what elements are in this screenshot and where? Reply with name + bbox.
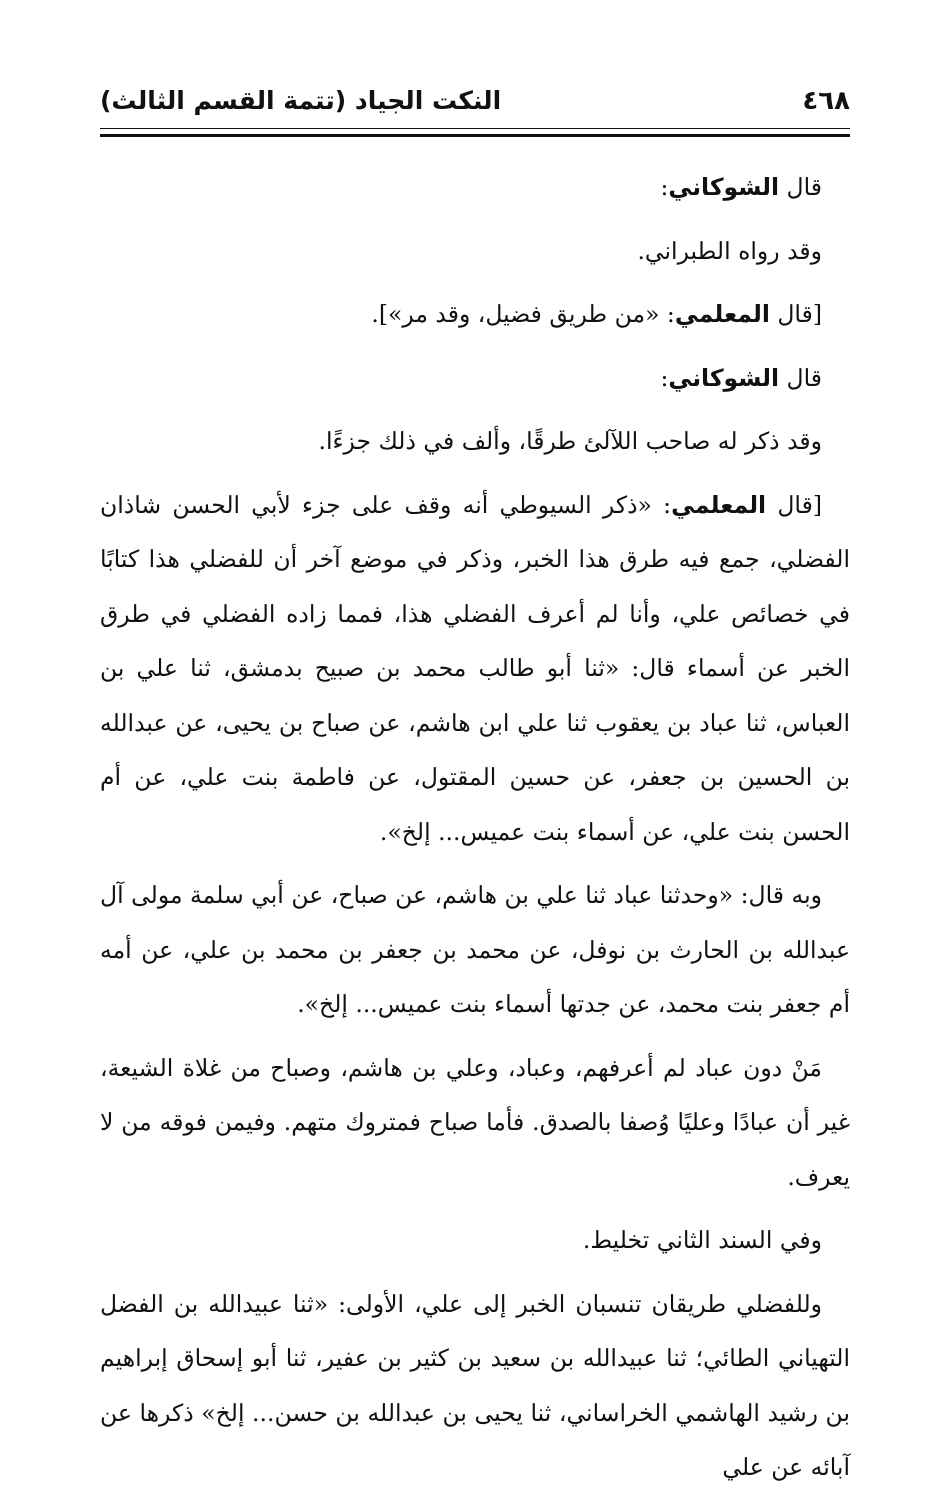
paragraph-9 [100,1213,850,1268]
paragraph-10 [100,1277,850,1495]
text-after: : «من طريق فضيل، وقد مر»]. [371,300,675,328]
text-before: قال [779,173,822,201]
text-before: وقد ذكر له صاحب اللآلئ طرقًا، وألف في ذلك جزءًا. [318,427,822,455]
scholar-name: المعلمي [671,490,767,519]
text-before: [قال [769,300,822,328]
text-before: قال [779,363,822,392]
paragraph-3 [100,287,850,342]
text-after: : [660,173,669,201]
header-rule-thick [100,134,850,137]
page-number: ٤٦٨ [802,86,850,116]
text-before: وللفضلي طريقان تنسبان الخبر إلى علي، الأولى: «ثنا عبيدالله بن الفضل التهياني الطائي؛ ثنا عبيدالله بن سعيد بن كثير بن عفير، ثنا أبو إسحاق إبراهيم بن رشيد الهاشمي الخراساني، ثنا يحيى بن عبدالله بن حسن... إلخ» ذكرها عن آبائه عن علي [100,1289,850,1481]
header-rule-thin [100,128,850,129]
text-before: وقد رواه الطبراني. [637,236,822,265]
text-before: [قال [766,490,822,519]
text-before: وفي السند الثاني تخليط. [582,1226,822,1254]
page-body [100,160,850,1504]
text-after: : [660,363,669,392]
paragraph-2 [100,224,850,279]
scholar-name: الشوكاني [668,363,780,392]
paragraph-1 [100,160,850,215]
paragraph-7 [100,868,850,1032]
scholar-name: المعلمي [674,300,770,328]
text-after: : «ذكر السيوطي أنه وقف على جزء لأبي الحسن شاذان الفضلي، جمع فيه طرق هذا الخبر، وذكر في موضع آخر أن للفضلي هذا كتابًا في خصائص علي، وأنا لم أعرف الفضلي هذا، فمما زاده الفضلي في طرق الخبر عن أسماء قال: «ثنا أبو طالب محمد بن صبيح بدمشق، ثنا علي بن العباس، ثنا عباد بن يعقوب ثنا علي ابن هاشم، عن صباح بن يحيى، عن عبدالله بن الحسين بن جعفر، عن حسين المقتول، عن فاطمة بنت علي، عن أم الحسن بنت علي، عن أسماء بنت عميس... إلخ». [100,490,850,846]
text-before: مَنْ دون عباد لم أعرفهم، وعباد، وعلي بن هاشم، وصباح من غلاة الشيعة، غير أن عبادًا وعليًا وُصفا بالصدق. فأما صباح فمتروك متهم. وفيمن فوقه من لا يعرف. [100,1053,850,1191]
page-header [100,86,850,126]
paragraph-6 [100,478,850,860]
paragraph-8 [100,1041,850,1205]
paragraph-4 [100,351,850,406]
text-before: وبه قال: «وحدثنا عباد ثنا علي بن هاشم، عن صباح، عن أبي سلمة مولى آل عبدالله بن الحارث بن نوفل، عن محمد بن جعفر بن محمد بن علي، عن أمه أم جعفر بنت محمد، عن جدتها أسماء بنت عميس... إلخ». [100,881,850,1018]
scholar-name: الشوكاني [668,173,780,201]
running-title: النكت الجياد (تتمة القسم الثالث) [100,86,502,115]
paragraph-5 [100,414,850,469]
